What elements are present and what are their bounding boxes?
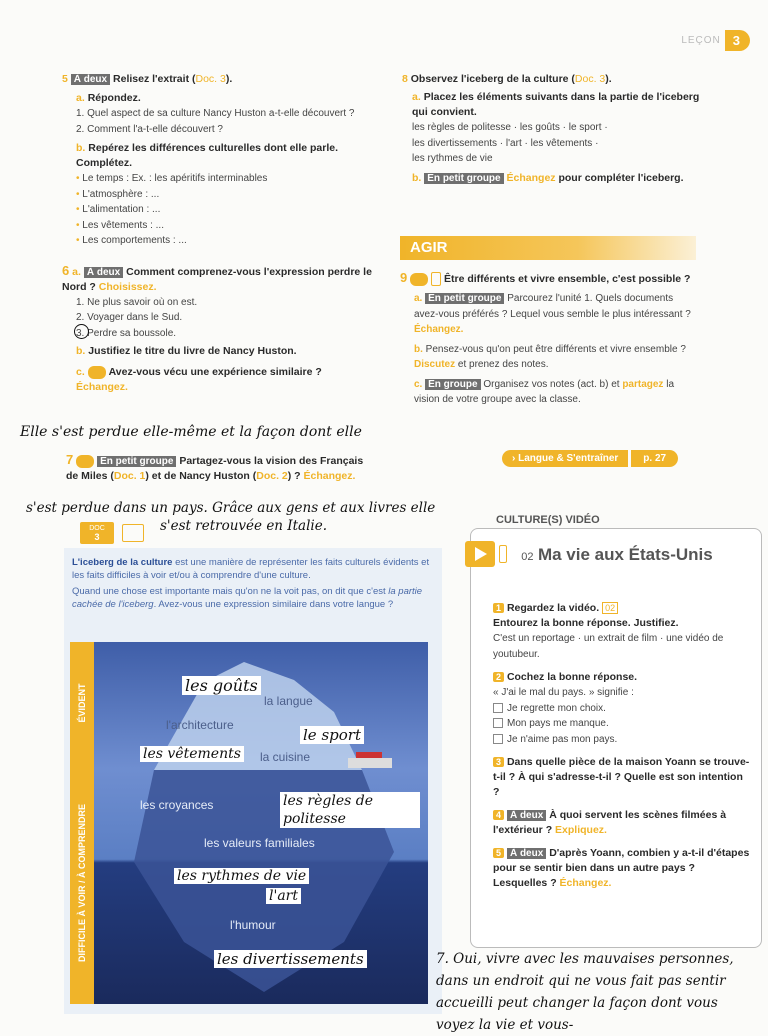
checkbox-option[interactable] — [493, 716, 751, 732]
exercise-title: Partagez-vous la vision des Français de Miles ( — [66, 455, 364, 482]
iceberg-label: les croyances — [140, 798, 214, 812]
exercise-9 — [400, 270, 700, 408]
sub-letter: a. — [72, 265, 81, 278]
sub-title: Placez les éléments suivants dans la partie de l'iceberg qui convient. — [412, 91, 700, 118]
q-options: C'est un reportage · un extrait de film · une vidéo de youtubeur. — [493, 633, 724, 660]
pair-tag: À deux — [507, 810, 546, 821]
hand-circle — [74, 324, 89, 339]
handwritten-label: les goûts — [182, 676, 261, 695]
pair-tag: À deux — [84, 267, 123, 278]
checkbox-label: Je n'aime pas mon pays. — [507, 733, 618, 745]
side-label-bottom: DIFFICILE À VOIR / À COMPRENDRE — [77, 804, 87, 963]
lesson-header — [681, 30, 750, 51]
group-tag: En groupe — [425, 379, 480, 390]
list-item: • Le temps : Ex. : les apéritifs interminables — [76, 171, 382, 187]
word-list: les règles de politesse · les goûts · le sport · — [412, 122, 608, 133]
checkbox[interactable] — [493, 734, 503, 744]
exercise-title: Observez l'iceberg de la culture ( — [410, 73, 575, 85]
word-list: les divertissements · l'art · les vêtements · — [412, 137, 599, 149]
handwritten-answer: 7. Oui, vivre avec les mauvaises personnes, dans un endroit qui ne vous fait pas sentir accueilli peut changer la façon dont vous voyez la vie et vous- — [436, 951, 734, 1033]
sub-text: Parcourez l'unité 1. Quels documents avez-vous préférés ? Lequel vous semble le plus intéressant ? — [414, 293, 691, 320]
action-word: Échangez. — [76, 381, 128, 393]
checkbox-label: Je regrette mon choix. — [507, 702, 606, 714]
sub-text: et prenez des notes. — [455, 359, 549, 370]
exercise-title: Comment comprenez-vous l'expression perdre le Nord ? — [62, 265, 372, 293]
iceberg-intro: est une manière de représenter les faits culturels évidents et les faits difficiles à voir et/ou à comprendre d'une culture. — [72, 557, 430, 581]
sub-letter: a. — [76, 92, 85, 104]
action-word: Échangez. — [414, 324, 464, 335]
group-tag: En petit groupe — [97, 456, 176, 467]
checkbox-option[interactable] — [493, 732, 751, 748]
handwritten-answer: Elle s'est perdue elle-même et la façon dont elle — [20, 424, 362, 440]
list-item: 1. Quel aspect de sa culture Nancy Huston a-t-elle découvert ? — [76, 108, 355, 119]
handwritten-label: les règles de politesse — [280, 792, 420, 828]
video-section-header: CULTURE(S) VIDÉO — [496, 514, 600, 526]
sub-letter: a. — [414, 293, 423, 304]
lesson-number: 3 — [725, 30, 750, 51]
sub-letter: c. — [76, 366, 85, 378]
word-list: les rythmes de vie — [412, 153, 493, 164]
checkbox-label: Mon pays me manque. — [507, 718, 609, 729]
q-text: Dans quelle pièce de la maison Yoann se trouve-t-il ? À qui s'adresse-t-il ? Quelle est son intention ? — [493, 756, 750, 798]
sub-letter: b. — [412, 171, 422, 184]
section-title: AGIR — [410, 239, 448, 256]
q-instruction: « J'ai le mal du pays. » signifie : — [493, 687, 634, 698]
iceberg-intro2: Quand une chose est importante mais qu'on ne la voit pas, on dit que c'est — [72, 586, 389, 597]
lesson-label: LEÇON — [681, 35, 721, 46]
sub-text: Organisez vos notes (act. b) et — [483, 378, 620, 390]
left-column — [62, 72, 382, 395]
handwritten-label: les vêtements — [140, 746, 244, 762]
q-text: À quoi servent les scènes filmées à l'extérieur ? — [493, 809, 727, 836]
doc-ref: Doc. 2 — [256, 470, 288, 482]
list-item: • Les vêtements : ... — [76, 218, 382, 234]
iceberg-label: la cuisine — [260, 750, 311, 764]
iceberg-intro2-italic: la partie cachée de l'iceberg — [72, 586, 423, 610]
list-item: 2. Voyager dans le Sud. — [76, 312, 183, 323]
sub-text: la vision de votre groupe avec la classe. — [414, 378, 674, 405]
iceberg-document — [64, 548, 442, 1014]
list-item: • L'atmosphère : ... — [76, 187, 382, 203]
speech-icon — [410, 273, 428, 286]
handwritten-answer: s'est retrouvée en Italie. — [160, 518, 328, 534]
action-word: partagez — [622, 378, 664, 390]
q-text: D'après Yoann, combien y a-t-il d'étapes pour se sentir bien dans un autre pays ? Lesquelles ? — [493, 847, 750, 889]
iceberg-intro2-end: . Avez-vous une expression similaire dans votre langue ? — [153, 599, 394, 610]
action-word: Échangez — [506, 171, 556, 184]
sub-title: Répondez. — [87, 92, 141, 104]
q-instruction: Entourez la bonne réponse. Justifiez. — [493, 617, 679, 629]
list-item: 2. Comment l'a-t-elle découvert ? — [76, 123, 223, 135]
camera-icon — [499, 545, 507, 563]
checkbox-option[interactable] — [493, 701, 751, 717]
sub-title: Repérez les différences culturelles dont elle parle. Complétez. — [76, 142, 339, 169]
play-icon[interactable] — [465, 541, 495, 567]
list-item: • Les comportements : ... — [76, 233, 382, 249]
doc-label: DOC — [89, 525, 105, 532]
group-tag: En petit groupe — [425, 293, 504, 304]
list-item: 3. Perdre sa boussole. — [76, 327, 177, 339]
sub-letter: b. — [76, 345, 86, 357]
handwritten-label: les divertissements — [214, 950, 367, 968]
sub-letter: b. — [414, 343, 423, 355]
iceberg-label: l'humour — [230, 918, 276, 932]
action-word: Discutez — [414, 359, 456, 370]
iceberg-label: les valeurs familiales — [204, 836, 315, 850]
book-icon — [122, 524, 144, 542]
q-number: 4 — [493, 810, 504, 820]
langue-label: › Langue & S'entraîner — [502, 450, 628, 467]
punct: ). — [605, 73, 612, 85]
pair-tag: À deux — [71, 74, 110, 85]
checkbox[interactable] — [493, 703, 503, 713]
video-title: Ma vie aux États-Unis — [537, 545, 713, 564]
handwritten-label: les rythmes de vie — [174, 868, 309, 884]
iceberg-label: l'architecture — [166, 718, 234, 732]
pair-tag: À deux — [507, 848, 546, 859]
sub-letter: a. — [412, 91, 421, 103]
list-item: 1. Ne plus savoir où on est. — [76, 296, 198, 308]
exercise-5 — [62, 72, 382, 249]
phone-icon — [431, 272, 441, 286]
punct: ) ? — [287, 470, 301, 482]
exercise-number: 6 — [62, 262, 70, 278]
action-word: Échangez. — [303, 470, 356, 482]
sub-title: Justifiez le titre du livre de Nancy Huston. — [88, 345, 297, 357]
doc-badge — [80, 522, 114, 544]
q-number: 2 — [493, 672, 504, 682]
group-tag: En petit groupe — [424, 173, 503, 184]
agir-band — [400, 236, 696, 260]
doc-number: 3 — [94, 532, 100, 542]
punct: ). — [225, 73, 233, 85]
action-word: Échangez. — [559, 877, 612, 889]
sub-title: pour compléter l'iceberg. — [555, 171, 684, 184]
sub-text: Pensez-vous qu'on peut être différents et vivre ensemble ? — [425, 343, 686, 355]
langue-link-button[interactable] — [502, 450, 678, 467]
speech-icon — [88, 366, 106, 379]
page-ref: p. 27 — [631, 450, 678, 467]
exercise-title-cont: ) et de Nancy Huston ( — [145, 470, 257, 482]
handwritten-label: le sport — [300, 726, 364, 744]
iceberg-scene — [94, 642, 428, 1004]
video-number: 02 — [521, 551, 534, 563]
sub-letter: b. — [76, 142, 86, 154]
q-number: 3 — [493, 757, 504, 767]
list-item: • L'alimentation : ... — [76, 202, 382, 218]
doc-ref: Doc. 1 — [113, 470, 146, 482]
side-label-top: ÉVIDENT — [77, 683, 87, 723]
handwritten-answer: s'est perdue dans un pays. Grâce aux gens et aux livres elle — [26, 500, 436, 516]
speech-icon — [76, 455, 94, 468]
exercise-8 — [402, 72, 702, 186]
exercise-title: Relisez l'extrait ( — [113, 73, 196, 85]
q-title: Cochez la bonne réponse. — [506, 671, 638, 683]
q-title: Regardez la vidéo. — [506, 602, 600, 614]
exercise-number: 8 — [402, 73, 408, 85]
exercise-6 — [62, 263, 382, 396]
action-word: Choisissez. — [98, 280, 157, 293]
q-number: 1 — [493, 603, 504, 613]
action-word: Expliquez. — [555, 824, 607, 836]
sub-title: Avez-vous vécu une expérience similaire ? — [108, 366, 322, 378]
iceberg-label: la langue — [264, 694, 313, 708]
exercise-title: Être différents et vivre ensemble, c'est possible ? — [444, 273, 691, 285]
right-column — [402, 72, 702, 186]
video-ref: 02 — [602, 602, 618, 614]
doc-ref: Doc. 3 — [195, 73, 226, 85]
iceberg-intro-bold: L'iceberg de la culture — [72, 557, 173, 568]
q-number: 5 — [493, 848, 504, 858]
exercise-number: 9 — [400, 270, 408, 285]
exercise-number: 5 — [62, 73, 68, 85]
sub-letter: c. — [414, 378, 423, 390]
video-box — [470, 528, 762, 948]
exercise-7 — [66, 452, 376, 484]
checkbox[interactable] — [493, 718, 503, 728]
handwritten-label: l'art — [266, 888, 301, 904]
doc-ref: Doc. 3 — [574, 73, 606, 85]
exercise-number: 7 — [66, 452, 74, 467]
